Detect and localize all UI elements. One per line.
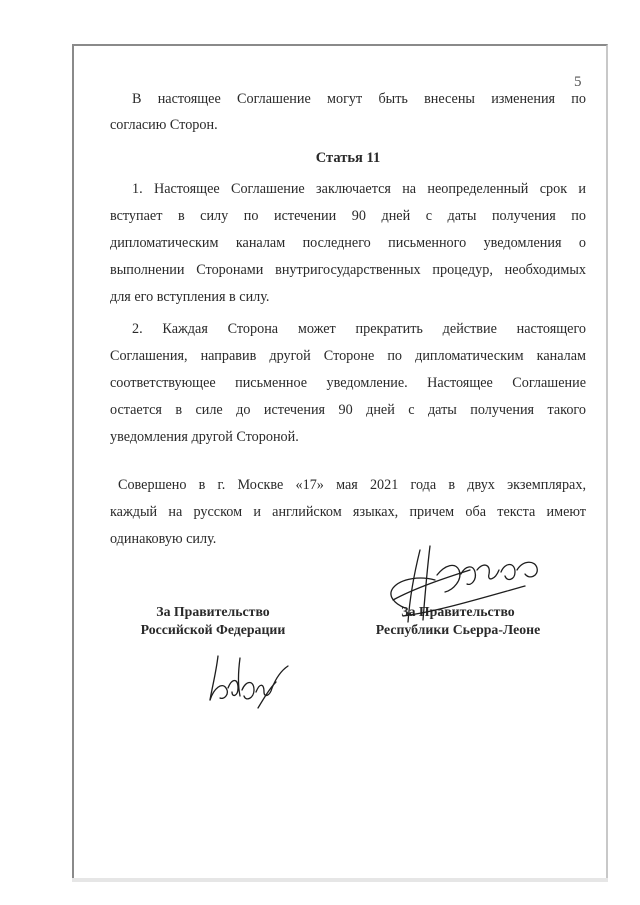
- clause1-line-5: для его вступления в силу.: [110, 289, 270, 305]
- signature-russia: [198, 648, 298, 718]
- page-number: 5: [574, 74, 582, 90]
- signatory-russia-line-2: Российской Федерации: [140, 622, 286, 637]
- intro-line-1: В настоящее Соглашение могут быть внесены изменения по: [132, 91, 586, 107]
- signatory-sierra-leone-line-1: За Правительство: [401, 604, 515, 619]
- clause2-line-5: уведомления другой Стороной.: [110, 429, 299, 445]
- done-at-line-1: Совершено в г. Москве «17» мая 2021 года в двух экземплярах,: [118, 477, 586, 493]
- done-at-line-2: каждый на русском и английском языках, причем оба текста имеют: [110, 504, 586, 520]
- done-at-line-3: одинаковую силу.: [110, 531, 217, 547]
- clause2-line-2: Соглашения, направив другой Стороне по дипломатическим каналам: [110, 348, 586, 364]
- signatory-russia: [118, 603, 308, 639]
- signatory-sierra-leone-line-2: Республики Сьерра-Леоне: [375, 622, 541, 637]
- page-border: [72, 44, 608, 880]
- clause1-line-1: 1. Настоящее Соглашение заключается на неопределенный срок и: [132, 181, 586, 197]
- clause1-line-2: вступает в силу по истечении 90 дней с даты получения по: [110, 208, 586, 224]
- clause2-line-4: остается в силе до истечения 90 дней с даты получения такого: [110, 402, 586, 418]
- signatory-russia-line-1: За Правительство: [156, 604, 270, 619]
- clause1-line-4: выполнении Сторонами внутригосударственных процедур, необходимых: [110, 262, 586, 278]
- page-border-shadow: [72, 878, 608, 882]
- clause1-line-3: дипломатическим каналам последнего письменного уведомления о: [110, 235, 586, 251]
- clause2-line-1: 2. Каждая Сторона может прекратить действие настоящего: [132, 321, 586, 337]
- signature-sierra-leone: [375, 540, 545, 630]
- intro-line-2: согласию Сторон.: [110, 117, 218, 133]
- article-title: Статья 11: [315, 150, 381, 166]
- clause2-line-3: соответствующее письменное уведомление. Настоящее Соглашение: [110, 375, 586, 391]
